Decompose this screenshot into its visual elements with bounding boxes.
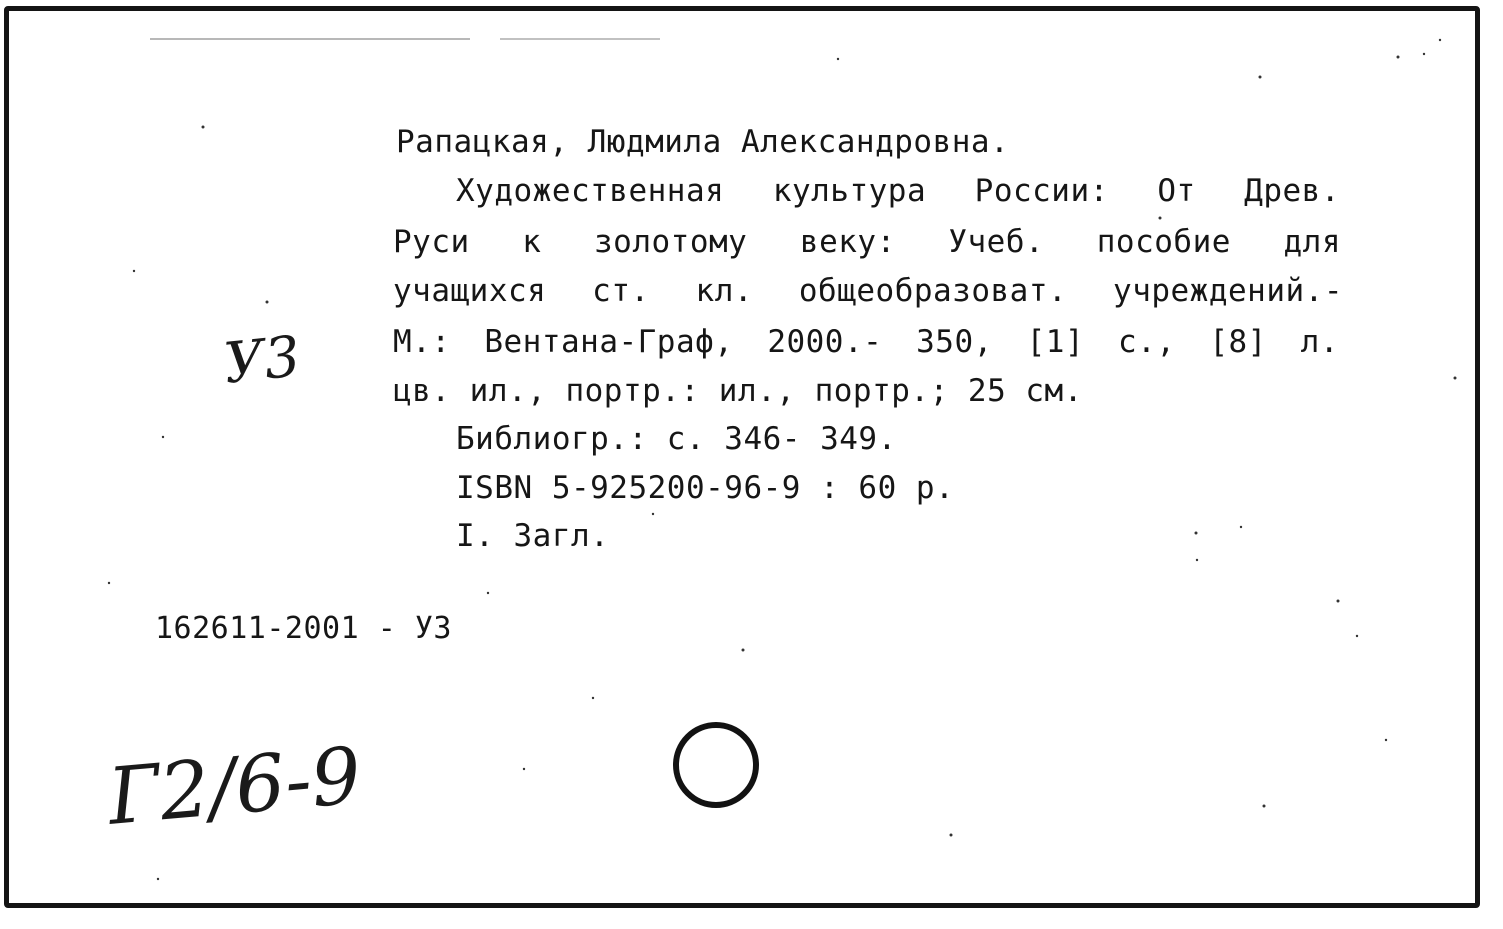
- isbn-price: ISBN 5-925200-96-9 : 60 р.: [456, 470, 955, 506]
- title-tracing: I. Загл.: [456, 518, 610, 554]
- title-line-5: цв. ил., портр.: ил., портр.; 25 см.: [393, 373, 1083, 409]
- classification-mark: У3: [220, 324, 304, 397]
- bibliography-note: Библиогр.: с. 346- 349.: [456, 421, 897, 457]
- title-line-2: Руси к золотому веку: Учеб. пособие для: [393, 224, 1341, 260]
- punch-hole: [673, 722, 759, 808]
- title-line-3: учащихся ст. кл. общеобразоват. учреждений.-: [393, 273, 1343, 309]
- shelf-mark: Г2/6-9: [104, 731, 365, 843]
- title-line-4: М.: Вентана-Граф, 2000.- 350, [1] с., [8] л.: [393, 324, 1339, 360]
- accession-number: 162611-2001 - У3: [155, 611, 452, 646]
- title-line-1: Художественная культура России: От Древ.: [456, 173, 1340, 209]
- author-heading: Рапацкая, Людмила Александровна.: [396, 124, 1010, 160]
